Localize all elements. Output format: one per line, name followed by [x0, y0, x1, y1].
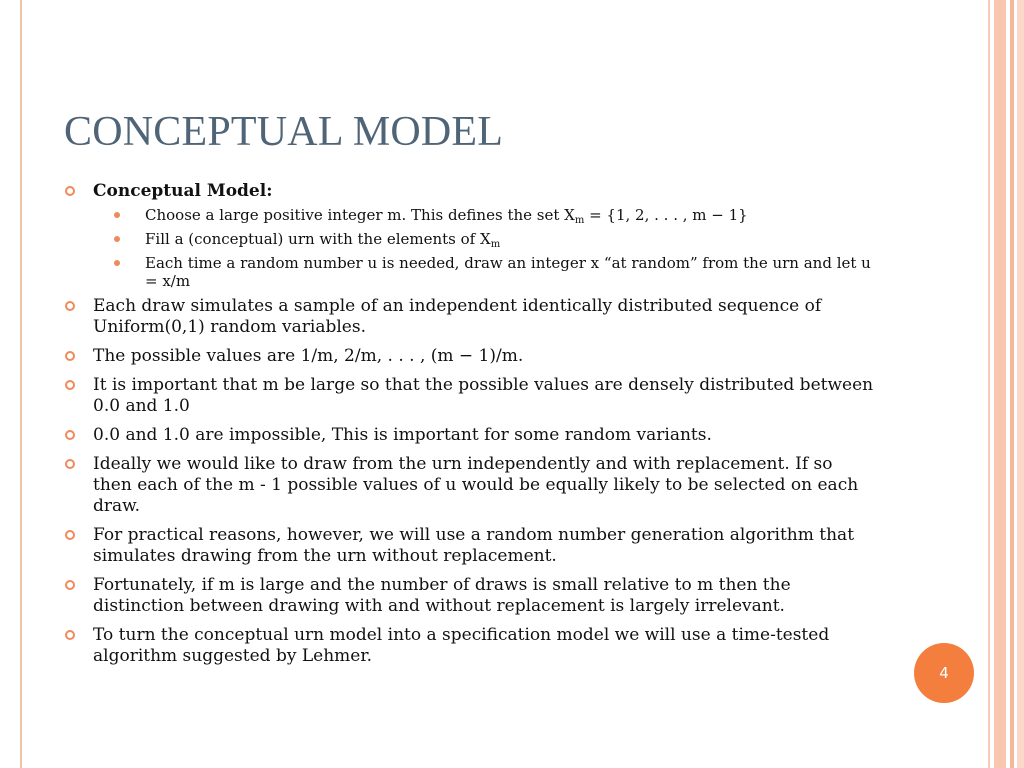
- dot-bullet-icon: [114, 260, 120, 266]
- bullet-text: Fortunately, if m is large and the number of draws is small relative to m then the distinction between drawing with and without replacement is largely irrelevant.: [93, 575, 791, 616]
- subscript: m: [574, 215, 585, 226]
- ring-bullet-icon: [65, 186, 75, 196]
- sub-bullet-item: [105, 206, 874, 224]
- sub-bullet-item: [105, 230, 874, 248]
- stripe: [1010, 0, 1014, 768]
- stripe: [994, 0, 1006, 768]
- ring-bullet-icon: [65, 530, 75, 540]
- sub-bullet-text: Each time a random number u is needed, draw an integer x “at random” from the urn and let u = x/m: [145, 254, 871, 290]
- bullet-item: [64, 296, 874, 338]
- decorative-stripes: [984, 0, 1024, 768]
- bullet-text: 0.0 and 1.0 are impossible, This is important for some random variants.: [93, 425, 712, 445]
- left-frame-line: [20, 0, 22, 768]
- bullet-item: [64, 346, 874, 367]
- stripe: [1017, 0, 1024, 768]
- bullet-text: Ideally we would like to draw from the urn independently and with replacement. If so then each of the m - 1 possible values of u would be equally likely to be selected on each draw.: [93, 454, 859, 516]
- ring-bullet-icon: [65, 351, 75, 361]
- bullet-item: [64, 575, 874, 617]
- dot-bullet-icon: [114, 236, 120, 242]
- sub-bullet-text: Choose a large positive integer m. This defines the set X: [145, 206, 575, 224]
- page-number: 4: [939, 664, 949, 682]
- ring-bullet-icon: [65, 301, 75, 311]
- bullet-text: For practical reasons, however, we will use a random number generation algorithm that simulates drawing from the urn without replacement.: [93, 525, 855, 566]
- bullet-item: [64, 625, 874, 667]
- bullet-heading: Conceptual Model:: [93, 181, 273, 201]
- sub-bullet-text: Fill a (conceptual) urn with the elements of X: [145, 230, 491, 248]
- ring-bullet-icon: [65, 630, 75, 640]
- bullet-item: [64, 525, 874, 567]
- slide-title: CONCEPTUAL MODEL: [64, 109, 504, 155]
- ring-bullet-icon: [65, 580, 75, 590]
- bullet-text: Each draw simulates a sample of an independent identically distributed sequence of Uniform(0,1) random variables.: [93, 296, 822, 337]
- stripe: [988, 0, 990, 768]
- bullet-text: To turn the conceptual urn model into a specification model we will use a time-tested algorithm suggested by Lehmer.: [93, 625, 830, 666]
- ring-bullet-icon: [65, 380, 75, 390]
- bullet-item: [64, 454, 874, 517]
- bullet-item: [64, 375, 874, 417]
- dot-bullet-icon: [114, 212, 120, 218]
- page-number-badge: [914, 643, 974, 703]
- sub-bullet-list: [93, 206, 874, 290]
- bullet-conceptual-model: [64, 181, 874, 290]
- bullet-text: It is important that m be large so that the possible values are densely distributed between 0.0 and 1.0: [93, 375, 874, 416]
- sub-bullet-item: [105, 254, 874, 290]
- bullet-text: The possible values are 1/m, 2/m, . . . , (m − 1)/m.: [93, 346, 524, 366]
- ring-bullet-icon: [65, 459, 75, 469]
- subscript: m: [490, 239, 501, 250]
- sub-bullet-text-tail: = {1, 2, . . . , m − 1}: [584, 206, 748, 224]
- ring-bullet-icon: [65, 430, 75, 440]
- slide-content: [64, 181, 874, 675]
- bullet-item: [64, 425, 874, 446]
